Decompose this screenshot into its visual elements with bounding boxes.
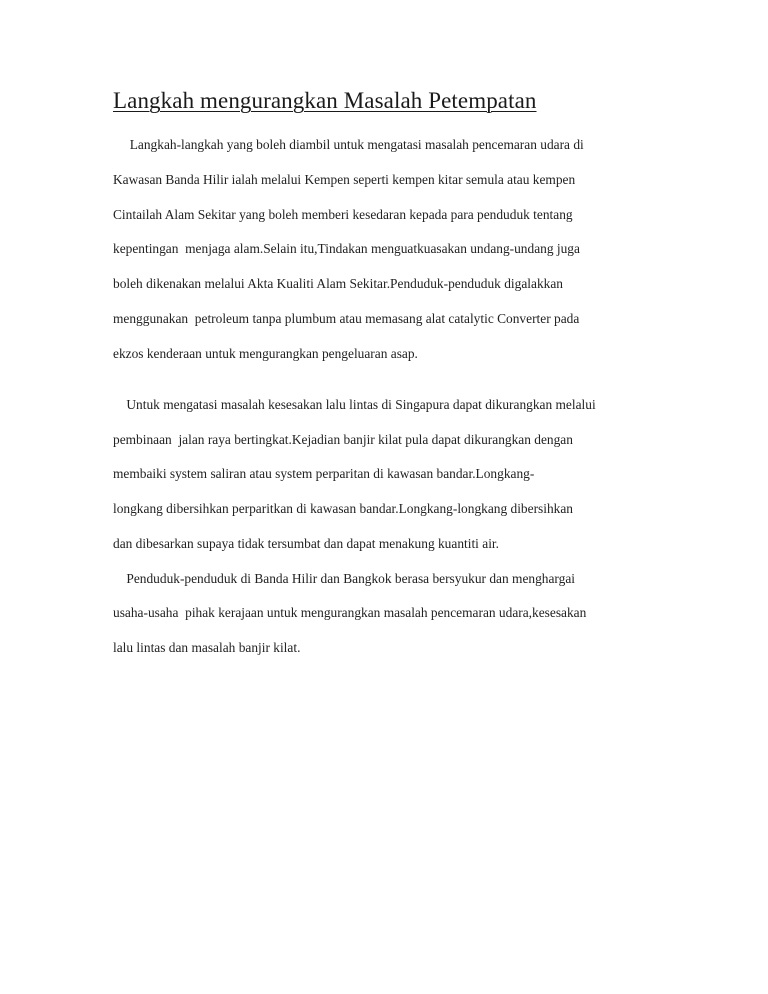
paragraph-2-line-4: longkang dibersihkan perparitkan di kawasan bandar.Longkang-longkang dibersihkan: [113, 501, 573, 516]
paragraph-1-line-1: Langkah-langkah yang boleh diambil untuk mengatasi masalah pencemaran udara di: [113, 137, 584, 152]
paragraph-1-line-6: menggunakan petroleum tanpa plumbum atau memasang alat catalytic Converter pada: [113, 311, 580, 326]
paragraph-3-line-2: usaha-usaha pihak kerajaan untuk mengurangkan masalah pencemaran udara,kesesakan: [113, 605, 587, 620]
paragraph-3-line-3: lalu lintas dan masalah banjir kilat.: [113, 640, 301, 655]
paragraph-1-line-7: ekzos kenderaan untuk mengurangkan pengeluaran asap.: [113, 346, 418, 361]
paragraph-2-line-3: membaiki system saliran atau system perparitan di kawasan bandar.Longkang-: [113, 466, 535, 481]
paragraph-1-line-2: Kawasan Banda Hilir ialah melalui Kempen seperti kempen kitar semula atau kempen: [113, 172, 576, 187]
paragraph-3-line-1: Penduduk-penduduk di Banda Hilir dan Bangkok berasa bersyukur dan menghargai: [113, 571, 575, 586]
paragraph-2-line-5: dan dibesarkan supaya tidak tersumbat dan dapat menakung kuantiti air.: [113, 536, 499, 551]
paragraph-1-line-3: Cintailah Alam Sekitar yang boleh memberi kesedaran kepada para penduduk tentang: [113, 207, 573, 222]
paragraph-1-line-5: boleh dikenakan melalui Akta Kualiti Alam Sekitar.Penduduk-penduduk digalakkan: [113, 276, 563, 291]
paragraph-2-line-1: Untuk mengatasi masalah kesesakan lalu lintas di Singapura dapat dikurangkan melalui: [113, 397, 596, 412]
paragraph-2-line-2: pembinaan jalan raya bertingkat.Kejadian banjir kilat pula dapat dikurangkan dengan: [113, 432, 573, 447]
paragraph-1-line-4: kepentingan menjaga alam.Selain itu,Tindakan menguatkuasakan undang-undang juga: [113, 241, 580, 256]
document-title: Langkah mengurangkan Masalah Petempatan: [113, 88, 537, 113]
